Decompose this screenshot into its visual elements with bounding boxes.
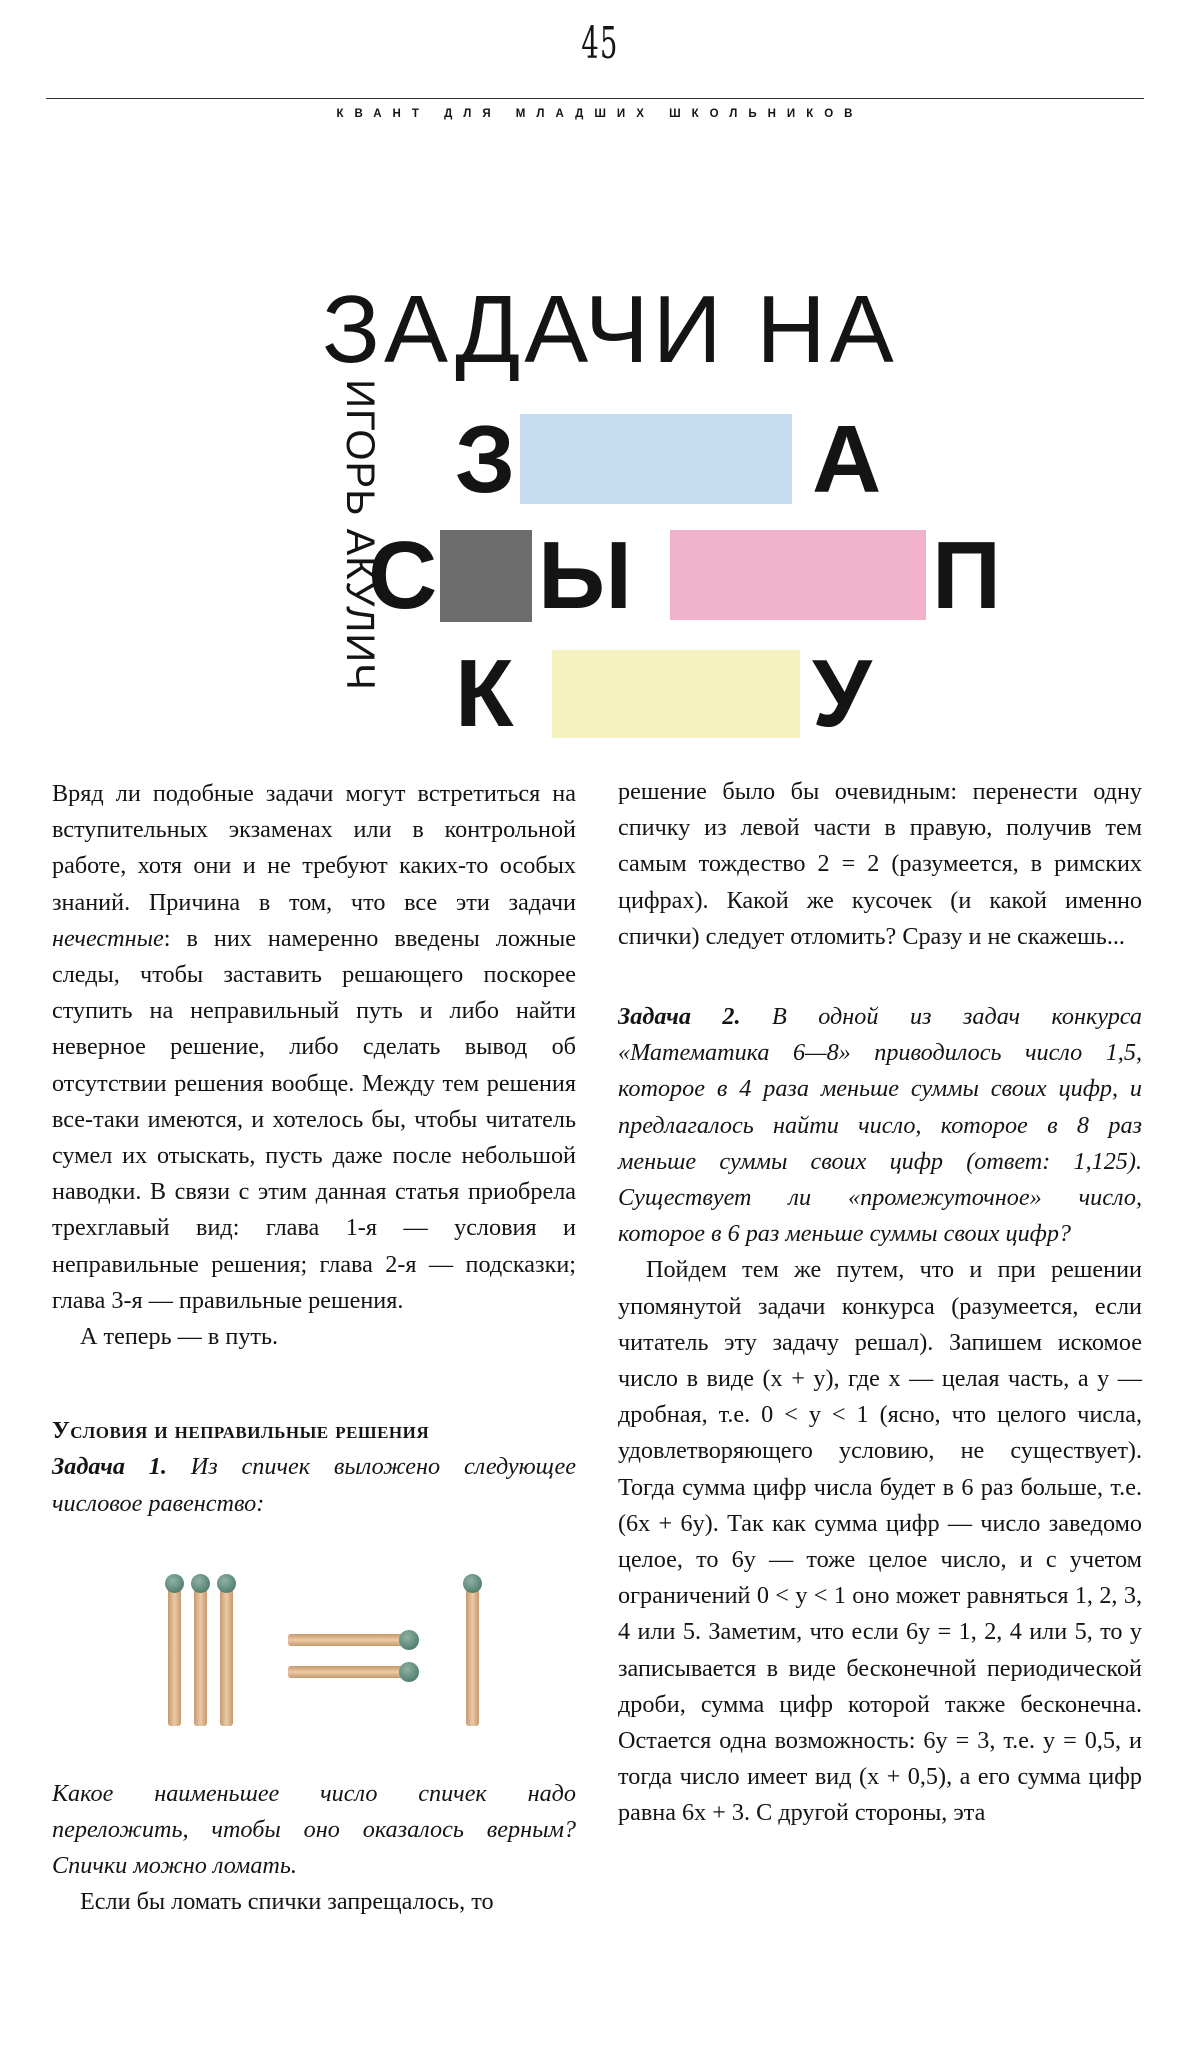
grid-letter-u: У <box>812 640 872 747</box>
task2-statement <box>618 999 1142 1252</box>
right-column <box>618 774 1142 1832</box>
article-title: ЗАДАЧИ НА <box>322 276 898 383</box>
task1-continue: Если бы ломать спички запрещалось, то <box>80 1888 494 1916</box>
page-number: 45 <box>581 18 619 69</box>
task1-question: Какое наименьшее число спичек надо переложить, чтобы оно оказалось верным? Спички можно ломать. <box>52 1779 576 1880</box>
match-stick <box>288 1634 410 1646</box>
match-stick <box>194 1584 207 1726</box>
intro-italic-word: нечестные <box>52 924 164 952</box>
section-heading: Условия и неправильные решения <box>52 1417 430 1445</box>
task2-text: В одной из задач конкурса «Математика 6—8» приводилось число 1,5, которое в 4 раза меньше суммы своих цифр, и предлагалось найти число, которое в 8 раз меньше суммы своих цифр (ответ: 1,125). Существует ли «промежуточное» число, которое в 6 раз меньше суммы своих цифр? <box>618 1003 1142 1248</box>
task2-solution: Пойдем тем же путем, что и при решении упомянутой задачи конкурса (разумеется, если читатель эту задачу решал). Запишем искомое число в виде (x + y), где x — целая часть, а y — дробная, т.е. 0 < y < 1 (ясно, что целого числа, удовлетворяющего условию, не существует). Тогда сумма цифр числа будет в 6 раз больше, т.е. (6x + 6y). Так как сумма цифр — число заведомо целое, то 6y — тоже целое число, и с учетом ограничений 0 < y < 1 оно может равняться 1, 2, 3, 4 или 5. Заметим, что если 6y = 1, 2, 4 или 5, то y записывается в виде бесконечной периодической дроби, сумма цифр которой также бесконечна. Остается одна возможность: 6y = 3, т.е. y = 0,5, и тогда число имеет вид (x + 0,5), а его сумма цифр равна 6x + 3. С другой стороны, эта <box>618 1256 1142 1827</box>
yellow-block <box>552 650 800 738</box>
matches-illustration <box>52 1556 576 1756</box>
header-rule <box>46 98 1144 99</box>
match-stick <box>288 1666 410 1678</box>
match-stick <box>220 1584 233 1726</box>
task2-label: Задача 2. <box>618 1003 741 1031</box>
task1-solution-continued: решение было бы очевидным: перенести одну спичку из левой части в правую, получив тем самым тождество 2 = 2 (разумеется, в римских цифрах). Какой же кусочек (и какой именно спички) следует отломить? Сразу и не скажешь... <box>618 778 1142 950</box>
grid-letter-p: П <box>932 522 1001 629</box>
author-name: ИГОРЬ АКУЛИЧ <box>338 379 382 691</box>
running-header: КВАНТ ДЛЯ МЛАДШИХ ШКОЛЬНИКОВ <box>336 108 864 120</box>
intro-text-part-2: : в них намеренно введены ложные следы, чтобы заставить решающего поскорее ступить на неправильный путь и либо найти неверное решение, либо сделать вывод об отсутствии решения вообще. Между тем решения все-таки имеются, и хотелось бы, чтобы читатель сумел их отыскать, пусть даже после небольшой наводки. В связи с этим данная статья приобрела трехглавый вид: глава 1-я — условия и неправильные решения; глава 2-я — подсказки; глава 3-я — правильные решения. <box>52 924 576 1314</box>
left-column <box>52 776 576 1921</box>
task1-statement <box>52 1449 576 1521</box>
grid-letter-a: А <box>812 406 882 513</box>
intro-text-part-1: Вряд ли подобные задачи могут встретиться на вступительных экзаменах или в контрольной работе, хотя они и не требуют каких-то особых знаний. Причина в том, что все эти задачи <box>52 780 576 916</box>
task1-label: Задача 1. <box>52 1453 167 1481</box>
blue-block <box>520 414 792 504</box>
go-paragraph: А теперь — в путь. <box>80 1323 279 1351</box>
match-stick <box>466 1584 479 1726</box>
grid-letter-k: К <box>455 640 514 747</box>
task1-text: Из спичек выложено следующее числовое равенство: <box>52 1453 576 1517</box>
match-stick <box>168 1584 181 1726</box>
grid-letter-y: Ы <box>538 522 632 629</box>
grid-letter-s: С <box>368 522 438 629</box>
intro-paragraph <box>52 776 576 1319</box>
gray-block <box>440 530 532 622</box>
pink-block <box>670 530 926 620</box>
grid-letter-z: З <box>455 406 516 513</box>
